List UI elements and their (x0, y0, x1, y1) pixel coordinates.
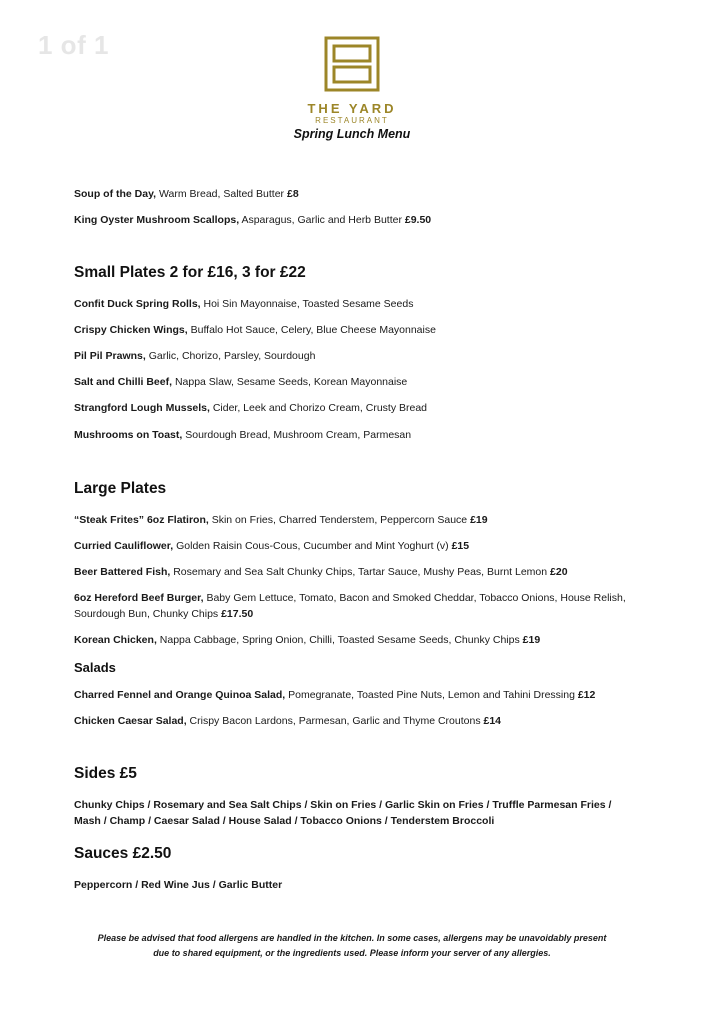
menu-item (74, 427, 634, 443)
item-description: Pomegranate, Toasted Pine Nuts, Lemon and Tahini Dressing (285, 689, 578, 701)
menu-item (74, 400, 634, 416)
item-description: Rosemary and Sea Salt Chunky Chips, Tartar Sauce, Mushy Peas, Burnt Lemon (170, 566, 551, 578)
item-description: Sourdough Bread, Mushroom Cream, Parmesan (182, 429, 412, 441)
disclaimer-line: due to shared equipment, or the ingredients used. Please inform your server of any allergies. (153, 948, 551, 958)
item-price: £19 (470, 514, 488, 526)
sauces-list: Peppercorn / Red Wine Jus / Garlic Butter (74, 879, 283, 891)
small-plates-heading: Small Plates 2 for £16, 3 for £22 (74, 264, 306, 281)
item-name: “Steak Frites” 6oz Flatiron, (74, 514, 209, 526)
item-name: Beer Battered Fish, (74, 566, 171, 578)
menu-item (74, 212, 634, 228)
item-description: Golden Raisin Cous-Cous, Cucumber and Mint Yoghurt (v) (173, 540, 452, 552)
item-name: Mushrooms on Toast, (74, 429, 183, 441)
item-price: £20 (550, 566, 568, 578)
sauces-heading: Sauces £2.50 (74, 845, 172, 862)
menu-item (74, 512, 634, 528)
item-name: Salt and Chilli Beef, (74, 376, 173, 388)
item-description: Skin on Fries, Charred Tenderstem, Peppercorn Sauce (208, 514, 471, 526)
item-name: Soup of the Day, (74, 188, 157, 200)
brand-subtitle: RESTAURANT (315, 116, 389, 125)
item-description: Crispy Bacon Lardons, Parmesan, Garlic and Thyme Croutons (186, 715, 484, 727)
item-name: Crispy Chicken Wings, (74, 324, 188, 336)
salads-heading: Salads (74, 660, 116, 675)
menu-title: Spring Lunch Menu (293, 127, 411, 141)
page-indicator: 1 of 1 (38, 30, 109, 60)
item-price: £8 (286, 188, 299, 200)
item-description: Garlic, Chorizo, Parsley, Sourdough (145, 350, 316, 362)
item-description: Warm Bread, Salted Butter (156, 188, 287, 200)
item-description: Cider, Leek and Chorizo Cream, Crusty Bread (209, 402, 428, 414)
item-price: £9.50 (404, 214, 432, 226)
item-name: Korean Chicken, (74, 634, 157, 646)
item-price: £12 (577, 689, 596, 701)
large-plates-heading: Large Plates (74, 480, 167, 497)
item-name: Confit Duck Spring Rolls, (74, 298, 201, 310)
item-name: 6oz Hereford Beef Burger, (74, 592, 204, 604)
item-description: Hoi Sin Mayonnaise, Toasted Sesame Seeds (200, 298, 414, 310)
header (0, 36, 704, 141)
brand-name: THE YARD (307, 101, 397, 116)
menu-item (74, 564, 634, 580)
item-price: £14 (483, 715, 502, 727)
item-price: £19 (522, 634, 541, 646)
menu-item (74, 296, 634, 312)
item-name: Curried Cauliflower, (74, 540, 174, 552)
item-name: Pil Pil Prawns, (74, 350, 146, 362)
menu-item (74, 713, 634, 729)
item-price: £17.50 (221, 608, 254, 620)
item-name: Strangford Lough Mussels, (74, 402, 210, 414)
item-description: Asparagus, Garlic and Herb Butter (239, 214, 405, 226)
item-name: Chicken Caesar Salad, (74, 715, 187, 727)
item-price: £15 (451, 540, 470, 552)
menu-item (74, 687, 634, 703)
item-description: Baby Gem Lettuce, Tomato, Bacon and Smoked Cheddar, Tobacco Onions, House Relish, Sourdough Bun, Chunky Chips (74, 592, 626, 620)
menu-item (74, 538, 634, 554)
item-description: Nappa Cabbage, Spring Onion, Chilli, Toasted Sesame Seeds, Chunky Chips (156, 634, 523, 646)
menu-item (74, 348, 634, 364)
sides-list: Chunky Chips / Rosemary and Sea Salt Chips / Skin on Fries / Garlic Skin on Fries / Truffle Parmesan Fries / Mash / Champ / Caesar Salad / House Salad / Tobacco Onions / Tenderstem Broccoli (74, 799, 612, 827)
allergen-disclaimer (70, 931, 634, 961)
menu-item (74, 590, 634, 622)
menu-item (74, 374, 634, 390)
menu-item (74, 632, 634, 648)
sides-heading: Sides £5 (74, 765, 137, 782)
the-yard-logo-icon (324, 36, 380, 92)
item-description: Nappa Slaw, Sesame Seeds, Korean Mayonnaise (172, 376, 408, 388)
item-name: King Oyster Mushroom Scallops, (74, 214, 240, 226)
menu-item (74, 322, 634, 338)
menu-item (74, 186, 634, 202)
item-name: Charred Fennel and Orange Quinoa Salad, (74, 689, 286, 701)
item-description: Buffalo Hot Sauce, Celery, Blue Cheese Mayonnaise (187, 324, 436, 336)
disclaimer-line: Please be advised that food allergens are handled in the kitchen. In some cases, allergens may be unavoidably present (97, 933, 607, 943)
